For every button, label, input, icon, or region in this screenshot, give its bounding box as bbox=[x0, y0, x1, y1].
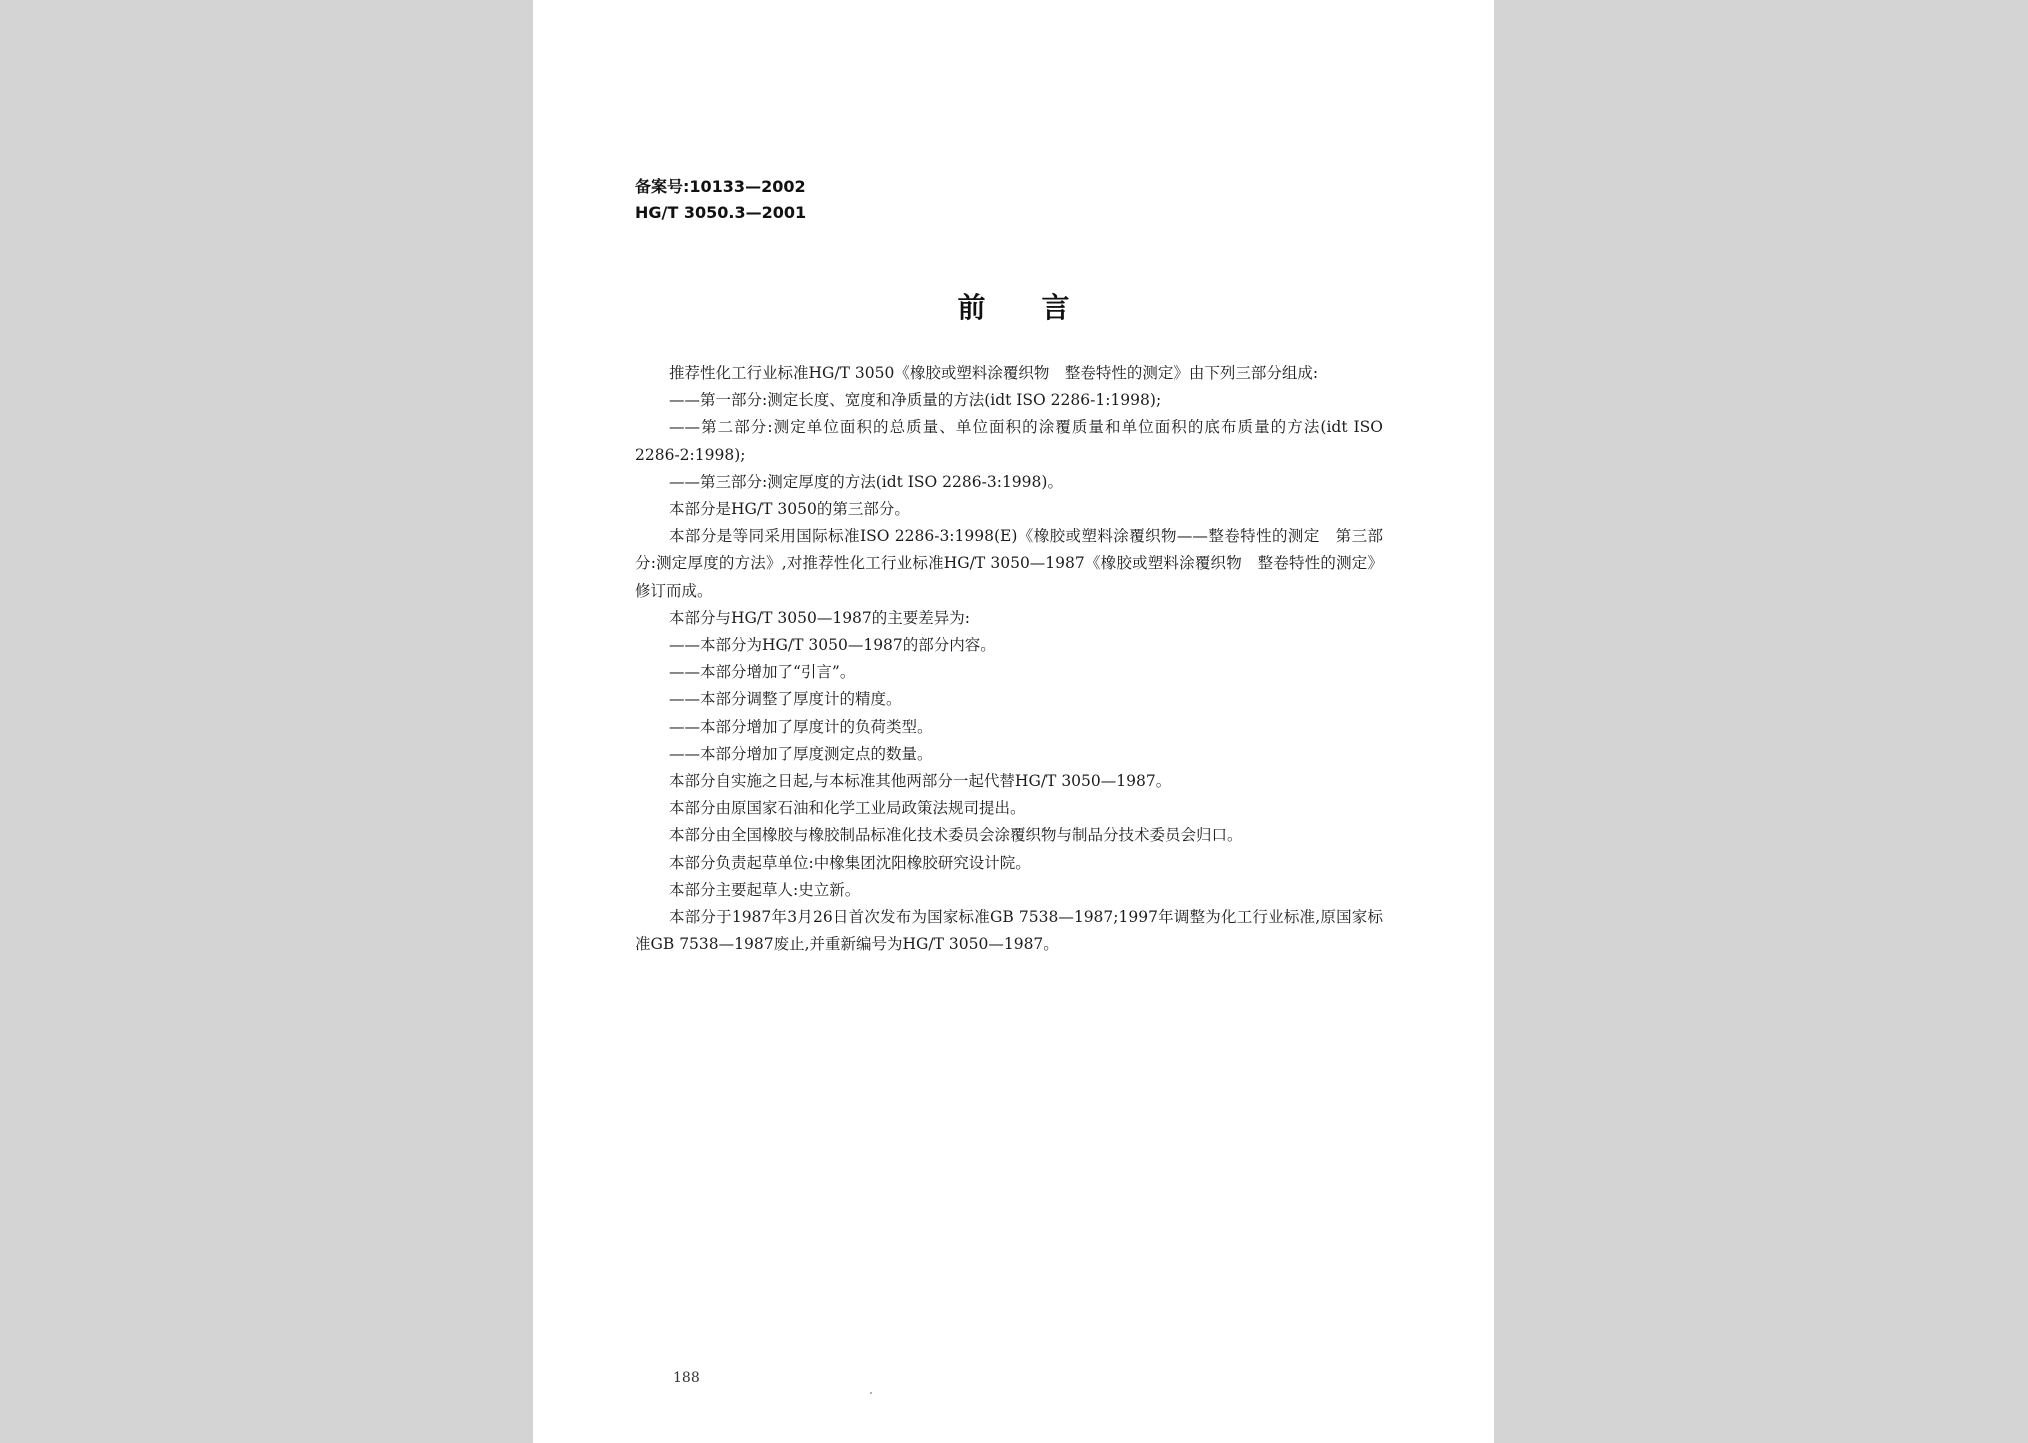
page-number: 188 bbox=[673, 1370, 700, 1386]
paragraph: 推荐性化工行业标准HG/T 3050《橡胶或塑料涂覆织物 整卷特性的测定》由下列三部分组成: bbox=[669, 364, 1319, 382]
document-header bbox=[635, 174, 806, 226]
paragraph: 本部分由原国家石油和化学工业局政策法规司提出。 bbox=[669, 799, 1026, 818]
paragraph: 本部分主要起草人:史立新。 bbox=[669, 880, 861, 899]
paragraph: 本部分于1987年3月26日首次发布为国家标准GB 7538—1987;1997年调整为化工行业标准,原国家标准GB 7538—1987废止,并重新编号为HG/T 3050—1987。 bbox=[635, 908, 1383, 954]
paragraph: ——第三部分:测定厚度的方法(idt ISO 2286-3:1998)。 bbox=[669, 472, 1063, 491]
paragraph: 本部分与HG/T 3050—1987的主要差异为: bbox=[669, 608, 971, 627]
document-page bbox=[533, 0, 1494, 1443]
standard-code: HG/T 3050.3—2001 bbox=[635, 203, 807, 222]
paragraph: ——本部分增加了“引言”。 bbox=[669, 663, 856, 682]
paragraph: 本部分是HG/T 3050的第三部分。 bbox=[669, 500, 910, 519]
paragraph: ——第一部分:测定长度、宽度和净质量的方法(idt ISO 2286-1:1998); bbox=[669, 391, 1162, 410]
scan-speck bbox=[870, 1392, 872, 1394]
paragraph: ——本部分调整了厚度计的精度。 bbox=[669, 690, 902, 709]
paragraph: 本部分负责起草单位:中橡集团沈阳橡胶研究设计院。 bbox=[669, 853, 1031, 872]
record-number: 备案号:10133—2002 bbox=[635, 177, 806, 196]
paragraph: 本部分自实施之日起,与本标准其他两部分一起代替HG/T 3050—1987。 bbox=[669, 772, 1172, 791]
paragraph: ——本部分增加了厚度计的负荷类型。 bbox=[669, 717, 933, 736]
page-title: 前言 bbox=[957, 291, 1126, 324]
paragraph: ——本部分增加了厚度测定点的数量。 bbox=[669, 744, 933, 763]
paragraph: 本部分由全国橡胶与橡胶制品标准化技术委员会涂覆织物与制品分技术委员会归口。 bbox=[669, 826, 1243, 845]
paragraph: ——第二部分:测定单位面积的总质量、单位面积的涂覆质量和单位面积的底布质量的方法(idt ISO 2286-2:1998); bbox=[635, 418, 1383, 464]
paragraph: ——本部分为HG/T 3050—1987的部分内容。 bbox=[669, 636, 996, 655]
foreword-body bbox=[635, 360, 1383, 958]
paragraph: 本部分是等同采用国际标准ISO 2286-3:1998(E)《橡胶或塑料涂覆织物——整卷特性的测定 第三部分:测定厚度的方法》,对推荐性化工行业标准HG/T 3050—1987《橡胶或塑料涂覆织物 整卷特性的测定》修订而成。 bbox=[635, 527, 1383, 600]
